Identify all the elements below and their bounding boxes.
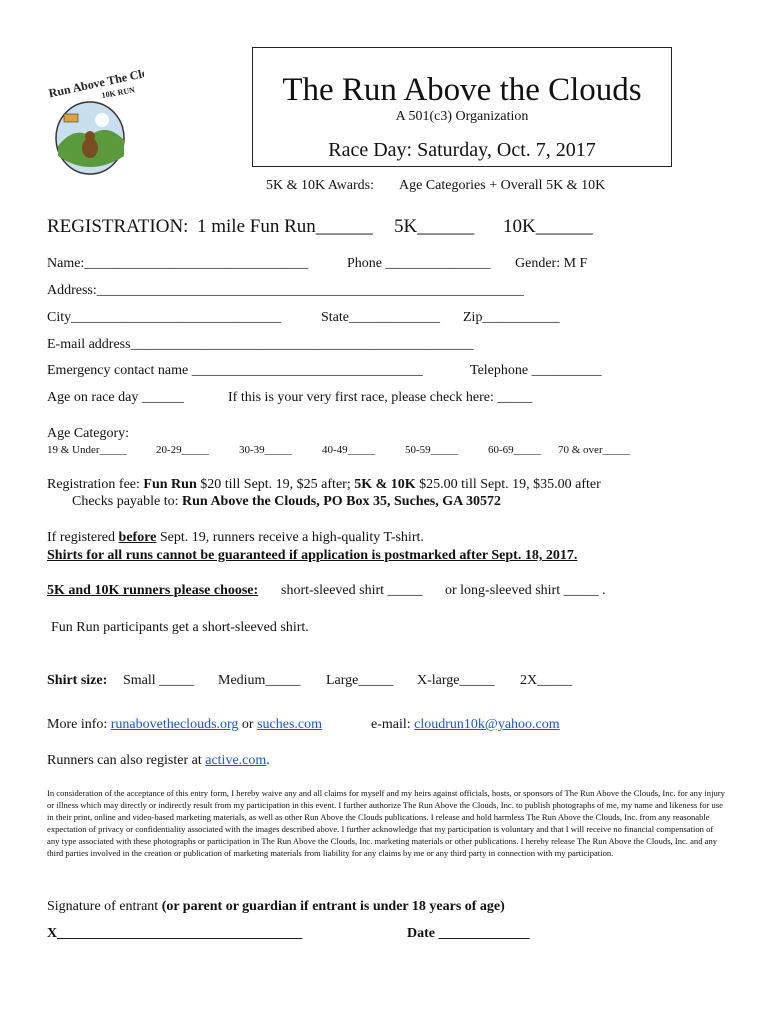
waiver-text: In consideration of the acceptance of this entry form, I hereby waive any and all claims for myself and my heirs against officials, hosts, or sponsors of The Run Above the Clouds, Inc. for any injury or illness which may directly or indirectly result from my participation in this event. I further authorize The Run Above the Clouds, Inc. to publish photographs of me, my name and likeness for use in their print, online and video-based marketing materials, as well as other Run Above the Clouds publications. I release and hold harmless The Run Above the Clouds, Inc. from any reasonable expectation of privacy or confidentiality associated with the images described above. I further acknowledge that my participation is voluntary and that I will receive no financial compensation of any type associated with these photographs or participation in The Run Above the Clouds, Inc. marketing materials or other publications. I hereby release The Run Above the Clouds, Inc. and any third parties involved in the creation or publication of marketing materials from liability for any claims by me or any third party in connection with my participation. — [47, 788, 725, 858]
contact-email: e-mail: cloudrun10k@yahoo.com — [371, 717, 560, 732]
age-category-item[interactable]: 40-49_____ — [322, 444, 376, 456]
email-field[interactable]: E-mail address_________________________________________________ — [47, 337, 474, 352]
org-subtitle: A 501(c3) Organization — [395, 109, 529, 124]
svg-text:Run Above The Clouds: Run Above The Clouds — [47, 66, 144, 101]
fun-run-field[interactable]: 1 mile Fun Run______ — [197, 216, 373, 237]
awards-label: 5K & 10K Awards: — [266, 178, 374, 193]
telephone-field[interactable]: Telephone __________ — [470, 363, 602, 378]
registration-label: REGISTRATION: — [47, 216, 189, 237]
shirt-warning: Shirts for all runs cannot be guaranteed if application is postmarked after Sept. 18, 2017. — [47, 548, 578, 563]
race-day: Race Day: Saturday, Oct. 7, 2017 — [328, 139, 596, 161]
age-category-item[interactable]: 20-29_____ — [156, 444, 210, 456]
website-link[interactable]: runabovetheclouds.org — [110, 717, 239, 732]
registration-fee: Registration fee: Fun Run $20 till Sept. 19, $25 after; 5K & 10K $25.00 till Sept. 19, $35.00 after — [47, 477, 601, 492]
logo — [44, 66, 144, 176]
city-field[interactable]: City______________________________ — [47, 310, 282, 325]
long-sleeve-choice[interactable]: or long-sleeved shirt _____ . — [445, 583, 606, 598]
suches-link[interactable]: suches.com — [257, 717, 323, 732]
signature-label: Signature of entrant (or parent or guardian if entrant is under 18 years of age) — [47, 899, 505, 914]
page-title: The Run Above the Clouds — [282, 72, 642, 108]
10k-field[interactable]: 10K______ — [503, 216, 593, 237]
address-field[interactable]: Address:_____________________________________________________________ — [47, 283, 524, 298]
age-category-item[interactable]: 70 & over_____ — [558, 444, 631, 456]
name-field[interactable]: Name:________________________________ — [47, 256, 309, 271]
shirt-size-label: Shirt size: — [47, 673, 108, 688]
phone-field[interactable]: Phone _______________ — [347, 256, 491, 271]
email-link[interactable]: cloudrun10k@yahoo.com — [414, 717, 560, 732]
svg-text:10K RUN: 10K RUN — [100, 85, 136, 101]
shirt-size-option[interactable]: Large_____ — [326, 673, 394, 688]
date-line[interactable]: Date _____________ — [407, 926, 530, 941]
run-above-the-clouds-logo-icon — [44, 66, 144, 176]
age-category-item[interactable]: 19 & Under_____ — [47, 444, 128, 456]
age-category-item[interactable]: 60-69_____ — [488, 444, 542, 456]
age-category-item[interactable]: 50-59_____ — [405, 444, 459, 456]
fun-run-shirt-note: Fun Run participants get a short-sleeved shirt. — [51, 620, 309, 635]
gender-field[interactable]: Gender: M F — [515, 256, 588, 271]
age-field[interactable]: Age on race day ______ — [47, 390, 184, 405]
shirt-size-option[interactable]: Medium_____ — [218, 673, 301, 688]
first-race-check[interactable]: If this is your very first race, please check here: _____ — [228, 390, 533, 405]
shirt-choose-label: 5K and 10K runners please choose: — [47, 583, 259, 598]
shirt-info: If registered before Sept. 19, runners receive a high-quality T-shirt. — [47, 530, 424, 545]
shirt-size-option[interactable]: 2X_____ — [520, 673, 573, 688]
age-category-label: Age Category: — [47, 426, 130, 441]
checks-payable: Checks payable to: Run Above the Clouds, PO Box 35, Suches, GA 30572 — [72, 494, 501, 509]
zip-field[interactable]: Zip___________ — [463, 310, 560, 325]
more-info: More info: runabovetheclouds.org or suches.com — [47, 717, 323, 732]
title-box — [252, 47, 672, 167]
5k-field[interactable]: 5K______ — [394, 216, 475, 237]
awards-value: Age Categories + Overall 5K & 10K — [399, 178, 606, 193]
short-sleeve-choice[interactable]: short-sleeved shirt _____ — [281, 583, 423, 598]
active-link[interactable]: active.com — [205, 753, 267, 768]
register-online: Runners can also register at active.com. — [47, 753, 270, 768]
state-field[interactable]: State_____________ — [321, 310, 440, 325]
shirt-size-option[interactable]: X-large_____ — [417, 673, 495, 688]
shirt-size-option[interactable]: Small _____ — [123, 673, 195, 688]
age-category-item[interactable]: 30-39_____ — [239, 444, 293, 456]
emergency-contact-field[interactable]: Emergency contact name _________________________________ — [47, 363, 423, 378]
signature-line[interactable]: X___________________________________ — [47, 926, 303, 941]
